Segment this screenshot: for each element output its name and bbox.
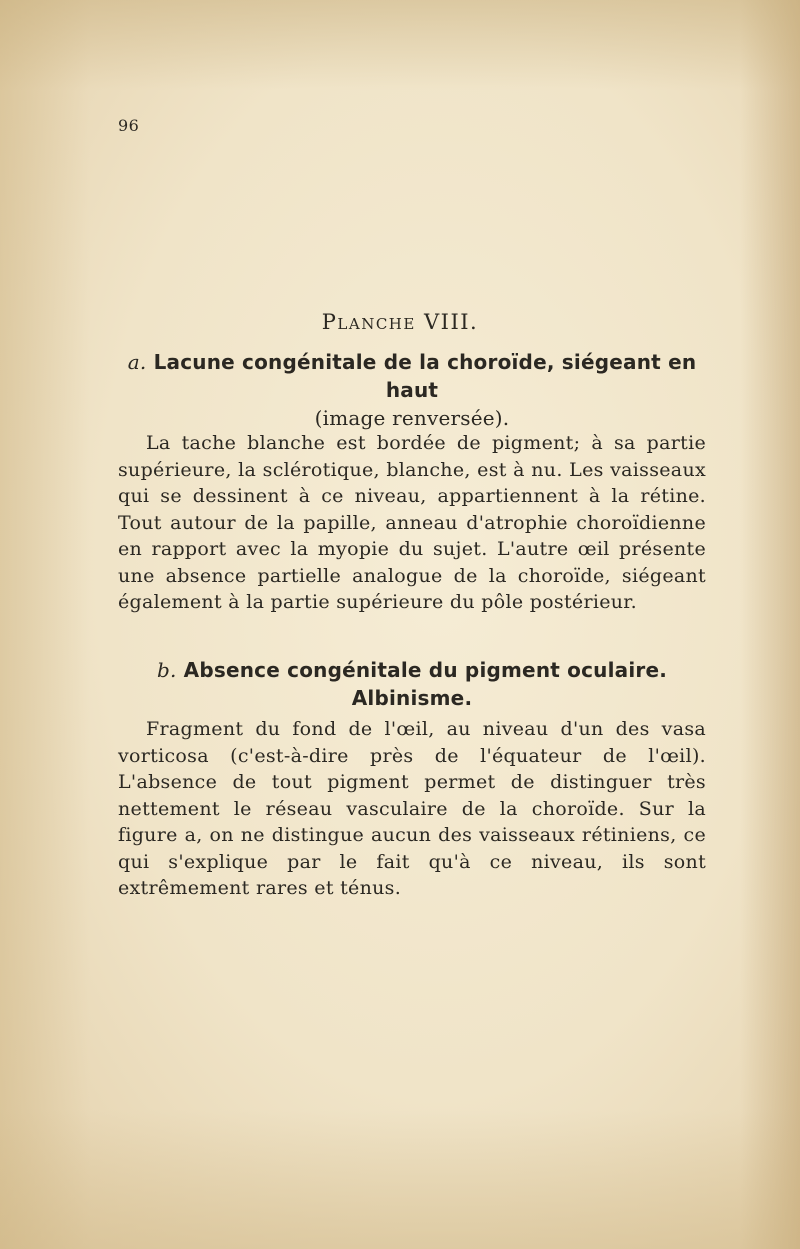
- section-a-paragraph: La tache blanche est bordée de pigment; à sa partie supérieure, la sclérotique, blanche, est à nu. Les vaisseaux qui se dessinent à ce niveau, appartiennent à la rétine. Tout autour de la papille, anneau d'atrophie choroïdienne en rapport avec la myopie du sujet. L'autre œil présente une absence partielle analogue de la choroïde, siégeant également à la partie supérieure du pôle postérieur.: [118, 432, 706, 613]
- page-edge-stain-left: [0, 0, 90, 1249]
- section-b-heading-line: [118, 656, 706, 684]
- section-b-title: Absence congénitale du pigment oculaire.: [183, 658, 668, 682]
- page-edge-stain-bottom: [0, 1109, 800, 1249]
- section-a-heading: [118, 348, 706, 432]
- section-a-letter: a.: [127, 350, 147, 374]
- page-edge-stain-right: [740, 0, 800, 1249]
- section-b-letter: b.: [156, 658, 177, 682]
- page-number: 96: [118, 116, 140, 135]
- page-edge-stain-top: [0, 0, 800, 90]
- section-b-heading: [118, 656, 706, 712]
- plate-title: Planche VIII.: [321, 310, 479, 334]
- section-a-subheading: (image renversée).: [314, 406, 510, 430]
- section-a-title: Lacune congénitale de la choroïde, siégeant en haut: [153, 350, 697, 402]
- section-b-title-line2: Albinisme.: [351, 686, 473, 710]
- section-a-heading-line: [118, 348, 706, 404]
- section-b-paragraph: Fragment du fond de l'œil, au niveau d'un des vasa vorticosa (c'est-à-dire près de l'équateur de l'œil). L'absence de tout pigment permet de distinguer très nettement le réseau vasculaire de la choroïde. Sur la figure a, on ne distingue aucun des vaisseaux rétiniens, ce qui s'explique par le fait qu'à ce niveau, ils sont extrêmement rares et ténus.: [118, 718, 706, 899]
